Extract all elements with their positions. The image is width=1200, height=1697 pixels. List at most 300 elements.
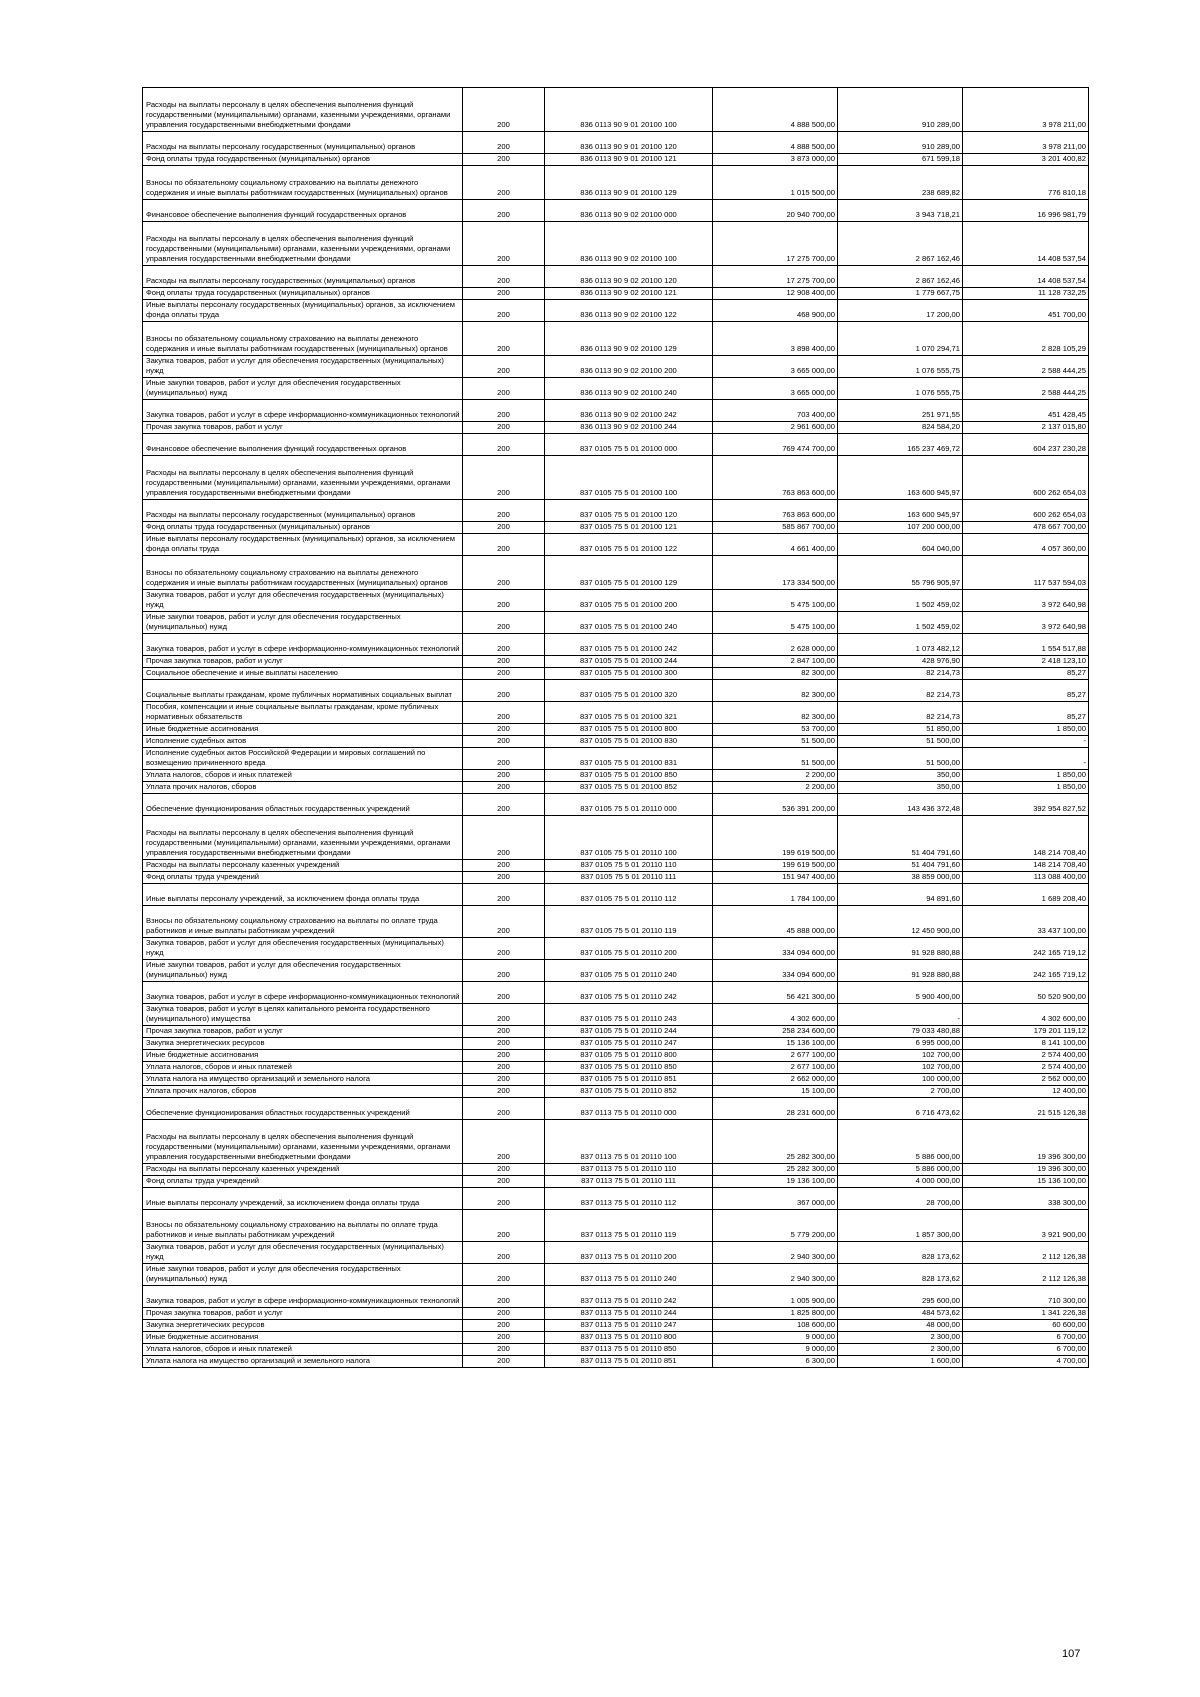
- table-row: [143, 422, 1089, 434]
- row-classification-code: 836 0113 90 9 02 20100 100: [545, 222, 713, 266]
- row-name: Иные выплаты персоналу учреждений, за исключением фонда оплаты труда: [143, 1188, 463, 1210]
- row-classification-code: 837 0105 75 5 01 20100 000: [545, 434, 713, 456]
- row-unexecuted-amount: 451 700,00: [963, 300, 1089, 322]
- row-approved-amount: 15 100,00: [713, 1086, 838, 1098]
- row-executed-amount: 251 971,55: [838, 400, 963, 422]
- row-classification-code: 837 0113 75 5 01 20110 850: [545, 1344, 713, 1356]
- row-kosgu-code: 200: [463, 906, 545, 938]
- row-approved-amount: 5 779 200,00: [713, 1210, 838, 1242]
- table-row: [143, 1074, 1089, 1086]
- row-unexecuted-amount: 3 972 640,98: [963, 612, 1089, 634]
- table-row: [143, 1286, 1089, 1308]
- table-row: [143, 724, 1089, 736]
- row-executed-amount: 17 200,00: [838, 300, 963, 322]
- row-unexecuted-amount: 85,27: [963, 668, 1089, 680]
- row-executed-amount: 102 700,00: [838, 1062, 963, 1074]
- row-executed-amount: 5 886 000,00: [838, 1164, 963, 1176]
- table-row: [143, 1176, 1089, 1188]
- row-kosgu-code: 200: [463, 400, 545, 422]
- table-row: [143, 612, 1089, 634]
- row-unexecuted-amount: 2 137 015,80: [963, 422, 1089, 434]
- row-executed-amount: 5 886 000,00: [838, 1120, 963, 1164]
- row-executed-amount: 51 850,00: [838, 724, 963, 736]
- row-name: Взносы по обязательному социальному страхованию на выплаты по оплате труда работников и иные выплаты работникам учреждений: [143, 1210, 463, 1242]
- row-classification-code: 836 0113 90 9 01 20100 121: [545, 154, 713, 166]
- row-name: Пособия, компенсации и иные социальные выплаты гражданам, кроме публичных нормативных обязательств: [143, 702, 463, 724]
- row-unexecuted-amount: 242 165 719,12: [963, 938, 1089, 960]
- row-approved-amount: 82 300,00: [713, 668, 838, 680]
- row-classification-code: 837 0105 75 5 01 20100 240: [545, 612, 713, 634]
- row-name: Иные закупки товаров, работ и услуг для обеспечения государственных (муниципальных) нужд: [143, 1264, 463, 1286]
- row-classification-code: 837 0113 75 5 01 20110 247: [545, 1320, 713, 1332]
- row-approved-amount: 25 282 300,00: [713, 1120, 838, 1164]
- row-executed-amount: 82 214,73: [838, 680, 963, 702]
- row-unexecuted-amount: 85,27: [963, 702, 1089, 724]
- row-unexecuted-amount: 2 418 123,10: [963, 656, 1089, 668]
- row-kosgu-code: 200: [463, 938, 545, 960]
- row-name: Иные бюджетные ассигнования: [143, 1332, 463, 1344]
- table-row: [143, 1004, 1089, 1026]
- table-row: [143, 166, 1089, 200]
- table-row: [143, 872, 1089, 884]
- row-approved-amount: 4 888 500,00: [713, 132, 838, 154]
- row-approved-amount: 334 094 600,00: [713, 960, 838, 982]
- row-kosgu-code: 200: [463, 860, 545, 872]
- row-classification-code: 837 0113 75 5 01 20110 242: [545, 1286, 713, 1308]
- table-row: [143, 456, 1089, 500]
- row-classification-code: 837 0105 75 5 01 20110 240: [545, 960, 713, 982]
- row-name: Расходы на выплаты персоналу казенных учреждений: [143, 1164, 463, 1176]
- table-row: [143, 960, 1089, 982]
- row-kosgu-code: 200: [463, 456, 545, 500]
- row-kosgu-code: 200: [463, 1210, 545, 1242]
- row-name: Закупка товаров, работ и услуг для обеспечения государственных (муниципальных) нужд: [143, 938, 463, 960]
- row-executed-amount: 38 859 000,00: [838, 872, 963, 884]
- row-approved-amount: 4 661 400,00: [713, 534, 838, 556]
- row-approved-amount: 51 500,00: [713, 736, 838, 748]
- row-classification-code: 837 0105 75 5 01 20100 122: [545, 534, 713, 556]
- row-name: Уплата налога на имущество организаций и земельного налога: [143, 1074, 463, 1086]
- table-row: [143, 1210, 1089, 1242]
- row-classification-code: 837 0113 75 5 01 20110 119: [545, 1210, 713, 1242]
- row-classification-code: 836 0113 90 9 02 20100 122: [545, 300, 713, 322]
- row-approved-amount: 2 628 000,00: [713, 634, 838, 656]
- row-name: Прочая закупка товаров, работ и услуг: [143, 1308, 463, 1320]
- row-approved-amount: 82 300,00: [713, 702, 838, 724]
- table-row: [143, 1242, 1089, 1264]
- row-kosgu-code: 200: [463, 1242, 545, 1264]
- row-name: Иные закупки товаров, работ и услуг для обеспечения государственных (муниципальных) нужд: [143, 960, 463, 982]
- row-kosgu-code: 200: [463, 1004, 545, 1026]
- row-unexecuted-amount: 11 128 732,25: [963, 288, 1089, 300]
- row-name: Расходы на выплаты персоналу в целях обеспечения выполнения функций государственными (муниципальными) органами, казенными учреждениями, органами управления государственными внебюджетными фондами: [143, 456, 463, 500]
- row-executed-amount: 3 943 718,21: [838, 200, 963, 222]
- row-kosgu-code: 200: [463, 378, 545, 400]
- row-name: Уплата налогов, сборов и иных платежей: [143, 770, 463, 782]
- row-approved-amount: 82 300,00: [713, 680, 838, 702]
- row-unexecuted-amount: 14 408 537,54: [963, 222, 1089, 266]
- row-classification-code: 837 0105 75 5 01 20100 200: [545, 590, 713, 612]
- row-executed-amount: 94 891,60: [838, 884, 963, 906]
- row-classification-code: 837 0113 75 5 01 20110 110: [545, 1164, 713, 1176]
- row-classification-code: 836 0113 90 9 02 20100 244: [545, 422, 713, 434]
- table-row: [143, 1188, 1089, 1210]
- row-kosgu-code: 200: [463, 300, 545, 322]
- row-approved-amount: 769 474 700,00: [713, 434, 838, 456]
- row-executed-amount: 428 976,90: [838, 656, 963, 668]
- row-unexecuted-amount: 2 588 444,25: [963, 378, 1089, 400]
- row-name: Закупка товаров, работ и услуг в сфере информационно-коммуникационных технологий: [143, 634, 463, 656]
- row-executed-amount: 1 076 555,75: [838, 356, 963, 378]
- row-executed-amount: 82 214,73: [838, 702, 963, 724]
- row-approved-amount: 2 200,00: [713, 770, 838, 782]
- row-name: Фонд оплаты труда государственных (муниципальных) органов: [143, 154, 463, 166]
- row-name: Прочая закупка товаров, работ и услуг: [143, 656, 463, 668]
- row-name: Уплата налогов, сборов и иных платежей: [143, 1062, 463, 1074]
- row-unexecuted-amount: 451 428,45: [963, 400, 1089, 422]
- table-row: [143, 522, 1089, 534]
- row-kosgu-code: 200: [463, 1098, 545, 1120]
- row-unexecuted-amount: 148 214 708,40: [963, 816, 1089, 860]
- row-executed-amount: 91 928 880,88: [838, 960, 963, 982]
- row-name: Иные закупки товаров, работ и услуг для обеспечения государственных (муниципальных) нужд: [143, 612, 463, 634]
- row-kosgu-code: 200: [463, 1188, 545, 1210]
- row-name: Закупка товаров, работ и услуг в сфере информационно-коммуникационных технологий: [143, 400, 463, 422]
- row-unexecuted-amount: 33 437 100,00: [963, 906, 1089, 938]
- row-executed-amount: 28 700,00: [838, 1188, 963, 1210]
- row-unexecuted-amount: 19 396 300,00: [963, 1120, 1089, 1164]
- table-row: [143, 1038, 1089, 1050]
- row-executed-amount: 143 436 372,48: [838, 794, 963, 816]
- row-approved-amount: 6 300,00: [713, 1356, 838, 1368]
- row-kosgu-code: 200: [463, 288, 545, 300]
- row-executed-amount: 2 700,00: [838, 1086, 963, 1098]
- row-kosgu-code: 200: [463, 1120, 545, 1164]
- table-row: [143, 1164, 1089, 1176]
- table-row: [143, 356, 1089, 378]
- row-executed-amount: 107 200 000,00: [838, 522, 963, 534]
- row-unexecuted-amount: 2 574 400,00: [963, 1050, 1089, 1062]
- row-kosgu-code: 200: [463, 1176, 545, 1188]
- row-kosgu-code: 200: [463, 1086, 545, 1098]
- row-unexecuted-amount: 50 520 900,00: [963, 982, 1089, 1004]
- row-approved-amount: 3 873 000,00: [713, 154, 838, 166]
- table-row: [143, 1320, 1089, 1332]
- row-classification-code: 837 0105 75 5 01 20100 244: [545, 656, 713, 668]
- row-classification-code: 837 0105 75 5 01 20100 852: [545, 782, 713, 794]
- table-row: [143, 500, 1089, 522]
- row-name: Закупка товаров, работ и услуг для обеспечения государственных (муниципальных) нужд: [143, 1242, 463, 1264]
- row-kosgu-code: 200: [463, 434, 545, 456]
- row-name: Уплата прочих налогов, сборов: [143, 782, 463, 794]
- row-executed-amount: 51 404 791,60: [838, 816, 963, 860]
- row-kosgu-code: 200: [463, 748, 545, 770]
- row-executed-amount: 2 300,00: [838, 1344, 963, 1356]
- table-row: [143, 1356, 1089, 1368]
- table-row: [143, 88, 1089, 132]
- row-approved-amount: 1 005 900,00: [713, 1286, 838, 1308]
- row-name: Взносы по обязательному социальному страхованию на выплаты денежного содержания и иные выплаты работникам государственных (муниципальных) органов: [143, 556, 463, 590]
- row-name: Исполнение судебных актов: [143, 736, 463, 748]
- row-kosgu-code: 200: [463, 634, 545, 656]
- row-name: Закупка энергетических ресурсов: [143, 1038, 463, 1050]
- row-executed-amount: 100 000,00: [838, 1074, 963, 1086]
- row-executed-amount: 828 173,62: [838, 1264, 963, 1286]
- row-approved-amount: 1 784 100,00: [713, 884, 838, 906]
- row-unexecuted-amount: 3 201 400,82: [963, 154, 1089, 166]
- row-classification-code: 837 0105 75 5 01 20110 100: [545, 816, 713, 860]
- row-unexecuted-amount: -: [963, 736, 1089, 748]
- row-executed-amount: 1 600,00: [838, 1356, 963, 1368]
- row-name: Взносы по обязательному социальному страхованию на выплаты денежного содержания и иные выплаты работникам государственных (муниципальных) органов: [143, 322, 463, 356]
- row-executed-amount: 484 573,62: [838, 1308, 963, 1320]
- row-approved-amount: 367 000,00: [713, 1188, 838, 1210]
- row-executed-amount: -: [838, 1004, 963, 1026]
- row-name: Расходы на выплаты персоналу государственных (муниципальных) органов: [143, 266, 463, 288]
- row-executed-amount: 2 867 162,46: [838, 266, 963, 288]
- row-approved-amount: 19 136 100,00: [713, 1176, 838, 1188]
- row-classification-code: 837 0113 75 5 01 20110 200: [545, 1242, 713, 1264]
- table-row: [143, 222, 1089, 266]
- table-row: [143, 1344, 1089, 1356]
- table-row: [143, 300, 1089, 322]
- table-row: [143, 656, 1089, 668]
- row-executed-amount: 1 779 667,75: [838, 288, 963, 300]
- row-classification-code: 837 0105 75 5 01 20110 851: [545, 1074, 713, 1086]
- row-classification-code: 837 0113 75 5 01 20110 800: [545, 1332, 713, 1344]
- row-executed-amount: 350,00: [838, 770, 963, 782]
- row-name: Социальное обеспечение и иные выплаты населению: [143, 668, 463, 680]
- row-classification-code: 837 0105 75 5 01 20110 852: [545, 1086, 713, 1098]
- row-classification-code: 837 0113 75 5 01 20110 111: [545, 1176, 713, 1188]
- row-approved-amount: 5 475 100,00: [713, 612, 838, 634]
- row-unexecuted-amount: 60 600,00: [963, 1320, 1089, 1332]
- row-unexecuted-amount: 2 112 126,38: [963, 1264, 1089, 1286]
- row-kosgu-code: 200: [463, 668, 545, 680]
- row-approved-amount: 173 334 500,00: [713, 556, 838, 590]
- row-executed-amount: 1 857 300,00: [838, 1210, 963, 1242]
- row-executed-amount: 1 073 482,12: [838, 634, 963, 656]
- row-name: Расходы на выплаты персоналу в целях обеспечения выполнения функций государственными (муниципальными) органами, казенными учреждениями, органами управления государственными внебюджетными фондами: [143, 1120, 463, 1164]
- row-unexecuted-amount: 600 262 654,03: [963, 456, 1089, 500]
- row-kosgu-code: 200: [463, 770, 545, 782]
- row-classification-code: 837 0113 75 5 01 20110 244: [545, 1308, 713, 1320]
- row-name: Социальные выплаты гражданам, кроме публичных нормативных социальных выплат: [143, 680, 463, 702]
- row-approved-amount: 151 947 400,00: [713, 872, 838, 884]
- row-approved-amount: 2 677 100,00: [713, 1050, 838, 1062]
- row-kosgu-code: 200: [463, 1344, 545, 1356]
- row-kosgu-code: 200: [463, 1356, 545, 1368]
- table-row: [143, 400, 1089, 422]
- row-approved-amount: 9 000,00: [713, 1332, 838, 1344]
- row-name: Фонд оплаты труда учреждений: [143, 1176, 463, 1188]
- table-row: [143, 556, 1089, 590]
- table-row: [143, 322, 1089, 356]
- row-kosgu-code: 200: [463, 1320, 545, 1332]
- row-approved-amount: 9 000,00: [713, 1344, 838, 1356]
- row-unexecuted-amount: 2 588 444,25: [963, 356, 1089, 378]
- row-executed-amount: 91 928 880,88: [838, 938, 963, 960]
- row-unexecuted-amount: 4 057 360,00: [963, 534, 1089, 556]
- row-approved-amount: 5 475 100,00: [713, 590, 838, 612]
- row-executed-amount: 165 237 469,72: [838, 434, 963, 456]
- row-approved-amount: 3 898 400,00: [713, 322, 838, 356]
- row-unexecuted-amount: 392 954 827,52: [963, 794, 1089, 816]
- row-unexecuted-amount: 6 700,00: [963, 1344, 1089, 1356]
- row-classification-code: 837 0105 75 5 01 20100 300: [545, 668, 713, 680]
- table-row: [143, 200, 1089, 222]
- table-row: [143, 938, 1089, 960]
- table-row: [143, 1086, 1089, 1098]
- row-name: Закупка товаров, работ и услуг в целях капитального ремонта государственного (муниципального) имущества: [143, 1004, 463, 1026]
- row-classification-code: 836 0113 90 9 02 20100 240: [545, 378, 713, 400]
- row-approved-amount: 2 847 100,00: [713, 656, 838, 668]
- row-kosgu-code: 200: [463, 166, 545, 200]
- table-row: [143, 1264, 1089, 1286]
- row-kosgu-code: 200: [463, 612, 545, 634]
- table-row: [143, 982, 1089, 1004]
- row-classification-code: 837 0105 75 5 01 20100 121: [545, 522, 713, 534]
- row-classification-code: 836 0113 90 9 01 20100 100: [545, 88, 713, 132]
- row-executed-amount: 48 000,00: [838, 1320, 963, 1332]
- row-classification-code: 837 0105 75 5 01 20100 830: [545, 736, 713, 748]
- row-kosgu-code: 200: [463, 724, 545, 736]
- row-kosgu-code: 200: [463, 656, 545, 668]
- page-number: 107: [1062, 1648, 1081, 1660]
- row-kosgu-code: 200: [463, 702, 545, 724]
- row-approved-amount: 12 908 400,00: [713, 288, 838, 300]
- row-approved-amount: 15 136 100,00: [713, 1038, 838, 1050]
- row-unexecuted-amount: 19 396 300,00: [963, 1164, 1089, 1176]
- row-name: Закупка товаров, работ и услуг для обеспечения государственных (муниципальных) нужд: [143, 356, 463, 378]
- row-unexecuted-amount: 1 554 517,88: [963, 634, 1089, 656]
- row-executed-amount: 51 500,00: [838, 736, 963, 748]
- row-classification-code: 837 0105 75 5 01 20100 129: [545, 556, 713, 590]
- row-kosgu-code: 200: [463, 1332, 545, 1344]
- row-unexecuted-amount: 148 214 708,40: [963, 860, 1089, 872]
- row-approved-amount: 2 961 600,00: [713, 422, 838, 434]
- row-unexecuted-amount: 2 828 105,29: [963, 322, 1089, 356]
- row-classification-code: 837 0105 75 5 01 20110 111: [545, 872, 713, 884]
- row-name: Расходы на выплаты персоналу в целях обеспечения выполнения функций государственными (муниципальными) органами, казенными учреждениями, органами управления государственными внебюджетными фондами: [143, 816, 463, 860]
- row-classification-code: 837 0105 75 5 01 20110 247: [545, 1038, 713, 1050]
- row-executed-amount: 82 214,73: [838, 668, 963, 680]
- row-kosgu-code: 200: [463, 132, 545, 154]
- table-row: [143, 132, 1089, 154]
- row-name: Уплата налогов, сборов и иных платежей: [143, 1344, 463, 1356]
- table-row: [143, 534, 1089, 556]
- row-kosgu-code: 200: [463, 356, 545, 378]
- row-kosgu-code: 200: [463, 884, 545, 906]
- row-kosgu-code: 200: [463, 816, 545, 860]
- row-approved-amount: 334 094 600,00: [713, 938, 838, 960]
- table-row: [143, 794, 1089, 816]
- row-name: Иные выплаты персоналу государственных (муниципальных) органов, за исключением фонда оплаты труда: [143, 534, 463, 556]
- row-kosgu-code: 200: [463, 1038, 545, 1050]
- row-kosgu-code: 200: [463, 534, 545, 556]
- row-classification-code: 837 0105 75 5 01 20110 000: [545, 794, 713, 816]
- table-row: [143, 434, 1089, 456]
- table-row: [143, 906, 1089, 938]
- row-unexecuted-amount: 478 667 700,00: [963, 522, 1089, 534]
- row-classification-code: 836 0113 90 9 01 20100 129: [545, 166, 713, 200]
- row-executed-amount: 604 040,00: [838, 534, 963, 556]
- row-executed-amount: 6 995 000,00: [838, 1038, 963, 1050]
- row-classification-code: 837 0113 75 5 01 20110 000: [545, 1098, 713, 1120]
- row-name: Взносы по обязательному социальному страхованию на выплаты денежного содержания и иные выплаты работникам государственных (муниципальных) органов: [143, 166, 463, 200]
- row-unexecuted-amount: 3 921 900,00: [963, 1210, 1089, 1242]
- row-executed-amount: 295 600,00: [838, 1286, 963, 1308]
- row-kosgu-code: 200: [463, 1264, 545, 1286]
- table-row: [143, 154, 1089, 166]
- row-executed-amount: 55 796 905,97: [838, 556, 963, 590]
- row-name: Иные закупки товаров, работ и услуг для обеспечения государственных (муниципальных) нужд: [143, 378, 463, 400]
- row-name: Закупка товаров, работ и услуг в сфере информационно-коммуникационных технологий: [143, 1286, 463, 1308]
- row-approved-amount: 2 662 000,00: [713, 1074, 838, 1086]
- row-unexecuted-amount: 117 537 594,03: [963, 556, 1089, 590]
- row-classification-code: 837 0105 75 5 01 20110 850: [545, 1062, 713, 1074]
- row-classification-code: 836 0113 90 9 02 20100 121: [545, 288, 713, 300]
- row-name: Прочая закупка товаров, работ и услуг: [143, 1026, 463, 1038]
- row-name: Прочая закупка товаров, работ и услуг: [143, 422, 463, 434]
- row-classification-code: 836 0113 90 9 01 20100 120: [545, 132, 713, 154]
- row-executed-amount: 828 173,62: [838, 1242, 963, 1264]
- table-row: [143, 590, 1089, 612]
- row-name: Иные бюджетные ассигнования: [143, 724, 463, 736]
- row-kosgu-code: 200: [463, 982, 545, 1004]
- row-executed-amount: 238 689,82: [838, 166, 963, 200]
- row-executed-amount: 163 600 945,97: [838, 500, 963, 522]
- row-executed-amount: 350,00: [838, 782, 963, 794]
- row-unexecuted-amount: 1 689 208,40: [963, 884, 1089, 906]
- row-unexecuted-amount: 16 996 981,79: [963, 200, 1089, 222]
- row-approved-amount: 28 231 600,00: [713, 1098, 838, 1120]
- row-unexecuted-amount: 4 302 600,00: [963, 1004, 1089, 1026]
- row-approved-amount: 585 867 700,00: [713, 522, 838, 534]
- row-unexecuted-amount: 710 300,00: [963, 1286, 1089, 1308]
- row-approved-amount: 45 888 000,00: [713, 906, 838, 938]
- row-approved-amount: 199 619 500,00: [713, 860, 838, 872]
- row-executed-amount: 910 289,00: [838, 88, 963, 132]
- row-unexecuted-amount: 604 237 230,28: [963, 434, 1089, 456]
- budget-execution-table-area: [142, 87, 1088, 1368]
- row-classification-code: 837 0105 75 5 01 20100 321: [545, 702, 713, 724]
- row-kosgu-code: 200: [463, 556, 545, 590]
- row-unexecuted-amount: 2 112 126,38: [963, 1242, 1089, 1264]
- row-kosgu-code: 200: [463, 1074, 545, 1086]
- row-classification-code: 837 0113 75 5 01 20110 240: [545, 1264, 713, 1286]
- row-classification-code: 837 0105 75 5 01 20100 831: [545, 748, 713, 770]
- row-approved-amount: 2 677 100,00: [713, 1062, 838, 1074]
- row-approved-amount: 2 940 300,00: [713, 1242, 838, 1264]
- row-classification-code: 836 0113 90 9 02 20100 200: [545, 356, 713, 378]
- row-kosgu-code: 200: [463, 736, 545, 748]
- table-row: [143, 680, 1089, 702]
- row-classification-code: 837 0105 75 5 01 20110 110: [545, 860, 713, 872]
- table-row: [143, 1062, 1089, 1074]
- row-approved-amount: 20 940 700,00: [713, 200, 838, 222]
- row-executed-amount: 163 600 945,97: [838, 456, 963, 500]
- row-classification-code: 836 0113 90 9 02 20100 242: [545, 400, 713, 422]
- table-row: [143, 288, 1089, 300]
- row-name: Расходы на выплаты персоналу в целях обеспечения выполнения функций государственными (муниципальными) органами, казенными учреждениями, органами управления государственными внебюджетными фондами: [143, 222, 463, 266]
- row-unexecuted-amount: 1 850,00: [963, 724, 1089, 736]
- row-classification-code: 836 0113 90 9 02 20100 000: [545, 200, 713, 222]
- row-approved-amount: 4 302 600,00: [713, 1004, 838, 1026]
- row-approved-amount: 108 600,00: [713, 1320, 838, 1332]
- row-unexecuted-amount: 179 201 119,12: [963, 1026, 1089, 1038]
- row-executed-amount: 79 033 480,88: [838, 1026, 963, 1038]
